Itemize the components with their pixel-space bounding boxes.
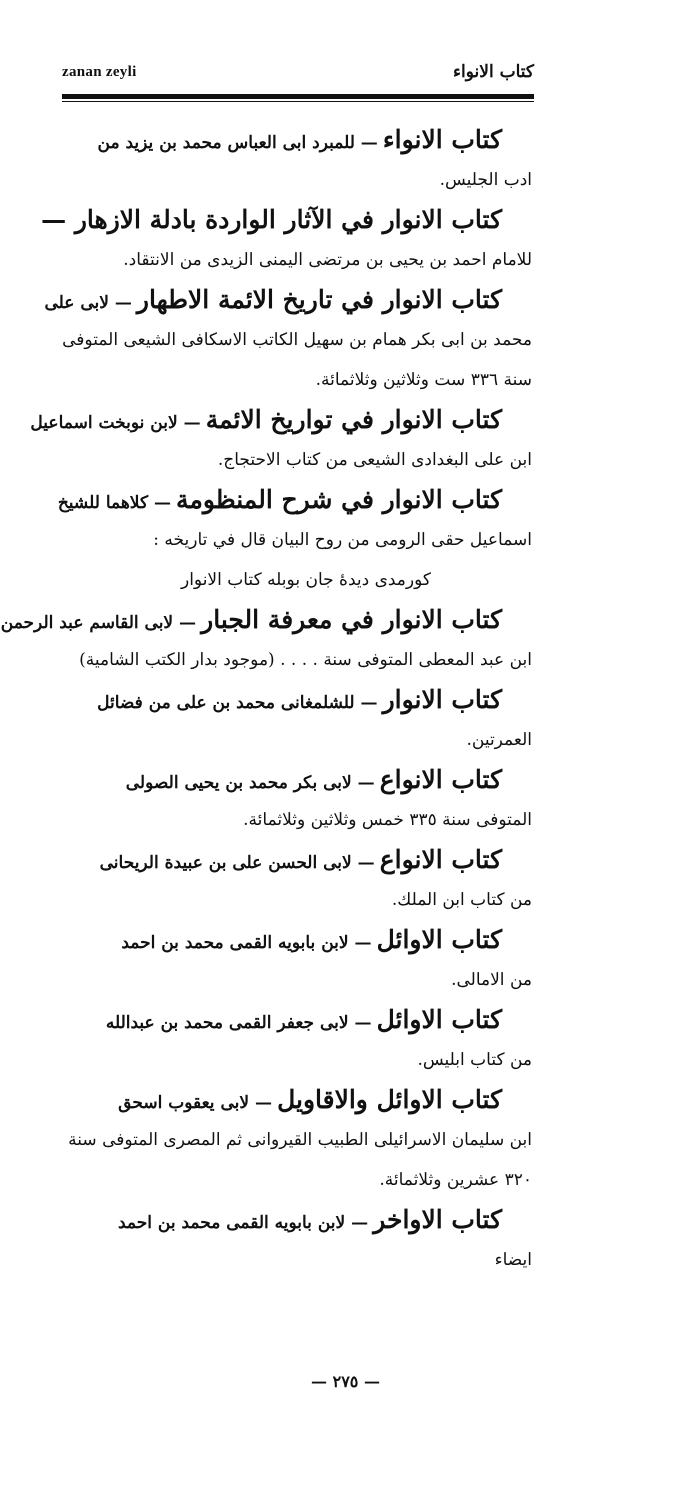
header-rule	[62, 94, 534, 99]
entry-text: ابن على البغدادى الشيعى من كتاب الاحتجاج.	[217, 450, 532, 470]
entry-text: — لابى القاسم عبد الرحمن	[0, 613, 197, 633]
entry-continuation-line	[80, 960, 532, 1000]
entry-first-line	[80, 120, 532, 160]
entry-continuation-line	[80, 640, 532, 680]
entry-title: كتاب الاوائل	[376, 925, 502, 954]
entry-text: ادب الجليس.	[439, 170, 532, 190]
running-header	[62, 58, 534, 88]
entry-title: كتاب الانواع	[379, 845, 502, 874]
entries-list	[0, 120, 532, 1280]
entry-text: — لابى الحسن على بن عبيدة الريحانى	[99, 853, 375, 873]
entry-continuation-line	[62, 320, 532, 360]
entry-continuation-line	[80, 720, 532, 760]
bibliography-entry	[0, 600, 532, 680]
bibliography-entry	[80, 680, 532, 760]
entry-continuation-line	[80, 1040, 532, 1080]
entry-first-line	[80, 840, 532, 880]
bibliography-entry	[68, 1080, 532, 1200]
entry-first-line	[57, 480, 532, 520]
entry-text: من كتاب ابليس.	[417, 1050, 532, 1070]
bibliography-entry	[57, 480, 532, 600]
entry-first-line	[44, 280, 532, 320]
bibliography-entry	[80, 840, 532, 920]
entry-first-line	[80, 760, 532, 800]
entry-text: — لابن بابويه القمى محمد بن احمد	[117, 1213, 369, 1233]
entry-title: كتاب الانوار	[382, 685, 502, 714]
entry-text: — لابن نوبخت اسماعيل	[30, 413, 201, 433]
entry-text: — للشلمغانى محمد بن على من فضائل	[97, 693, 378, 713]
entry-title: كتاب الانواء	[382, 125, 502, 154]
entry-first-line	[80, 1080, 532, 1120]
entry-text: المتوفى سنة ٣٣٥ خمس وثلاثين وثلاثمائة.	[243, 810, 532, 830]
entry-first-line	[41, 200, 532, 240]
entry-continuation-line	[80, 800, 532, 840]
entry-continuation-line	[80, 440, 532, 480]
bibliography-entry	[80, 1000, 532, 1080]
entry-title: كتاب الانوار في تاريخ الائمة الاطهار	[136, 285, 502, 314]
bibliography-entry	[80, 120, 532, 200]
bibliography-entry	[30, 400, 532, 480]
entry-text: سنة ٣٣٦ ست وثلاثين وثلاثمائة.	[315, 370, 532, 390]
entry-text: للامام احمد بن يحيى بن مرتضى اليمنى الزيدى من الانتقاد.	[123, 250, 532, 270]
entry-continuation-line	[80, 1160, 532, 1200]
running-header-right: كتاب الانواء	[453, 62, 534, 82]
entry-first-line	[80, 680, 532, 720]
entry-text: — للمبرد ابى العباس محمد بن يزيد من	[97, 133, 378, 153]
entry-first-line	[0, 600, 532, 640]
entry-text: ابن عبد المعطى المتوفى سنة . . . . (موجود بدار الكتب الشامية)	[79, 650, 532, 670]
entry-text: ايضاء	[494, 1250, 532, 1270]
entry-text: ٣٢٠ عشرين وثلاثمائة.	[379, 1170, 532, 1190]
entry-title: كتاب الاواخر	[373, 1205, 502, 1234]
entry-continuation-line	[80, 160, 532, 200]
bibliography-entry	[80, 760, 532, 840]
entry-continuation-line	[80, 1240, 532, 1280]
entry-continuation-line	[80, 520, 532, 560]
entry-text: العمرتين.	[466, 730, 532, 750]
entry-text: — لابى يعقوب اسحق	[118, 1093, 272, 1113]
page-number: — ٢٧٥ —	[311, 1372, 380, 1391]
entry-continuation-line	[80, 240, 532, 280]
entry-text: — لابى جعفر القمى محمد بن عبدالله	[105, 1013, 372, 1033]
entry-text: من كتاب ابن الملك.	[391, 890, 532, 910]
entry-title: كتاب الاوائل	[376, 1005, 502, 1034]
entry-text: اسماعيل حقى الرومى من روح البيان قال في تاريخه :	[153, 530, 532, 550]
entry-continuation-line	[80, 880, 532, 920]
entry-title: كتاب الانواع	[379, 765, 502, 794]
bibliography-entry	[44, 280, 532, 400]
entry-continuation-line	[80, 560, 532, 600]
entry-first-line	[80, 1000, 532, 1040]
entry-title: كتاب الانوار في شرح المنظومة	[176, 485, 502, 514]
entry-text: ابن سليمان الاسرائيلى الطبيب القيروانى ثم المصرى المتوفى سنة	[68, 1130, 532, 1150]
entry-text: كورمدى ديدهٔ جان بوبله كتاب الانوار	[180, 570, 431, 590]
entry-text: — كلاهما للشيخ	[57, 493, 171, 513]
entry-title: كتاب الاوائل والاقاويل	[277, 1085, 502, 1114]
entry-title: كتاب الانوار في معرفة الجبار	[201, 605, 502, 634]
running-header-left: zanan zeyli	[62, 64, 137, 80]
entry-first-line	[80, 1200, 532, 1240]
entry-title: كتاب الانوار في الآثار الواردة بادلة الازهار —	[41, 205, 502, 234]
entry-text: — لابى على	[44, 293, 132, 313]
bibliography-entry	[80, 1200, 532, 1280]
entry-first-line	[30, 400, 532, 440]
bibliography-entry	[41, 200, 532, 280]
entry-text: — لابى بكر محمد بن يحيى الصولى	[125, 773, 375, 793]
entry-continuation-line	[80, 360, 532, 400]
header-rule-thin	[62, 101, 534, 102]
bibliography-entry	[80, 920, 532, 1000]
entry-title: كتاب الانوار في تواريخ الائمة	[205, 405, 502, 434]
entry-text: من الامالى.	[451, 970, 532, 990]
entry-first-line	[80, 920, 532, 960]
entry-text: — لابن بابويه القمى محمد بن احمد	[121, 933, 372, 953]
entry-text: محمد بن ابى بكر همام بن سهيل الكاتب الاسكافى الشيعى المتوفى	[62, 330, 532, 350]
entry-continuation-line	[68, 1120, 532, 1160]
